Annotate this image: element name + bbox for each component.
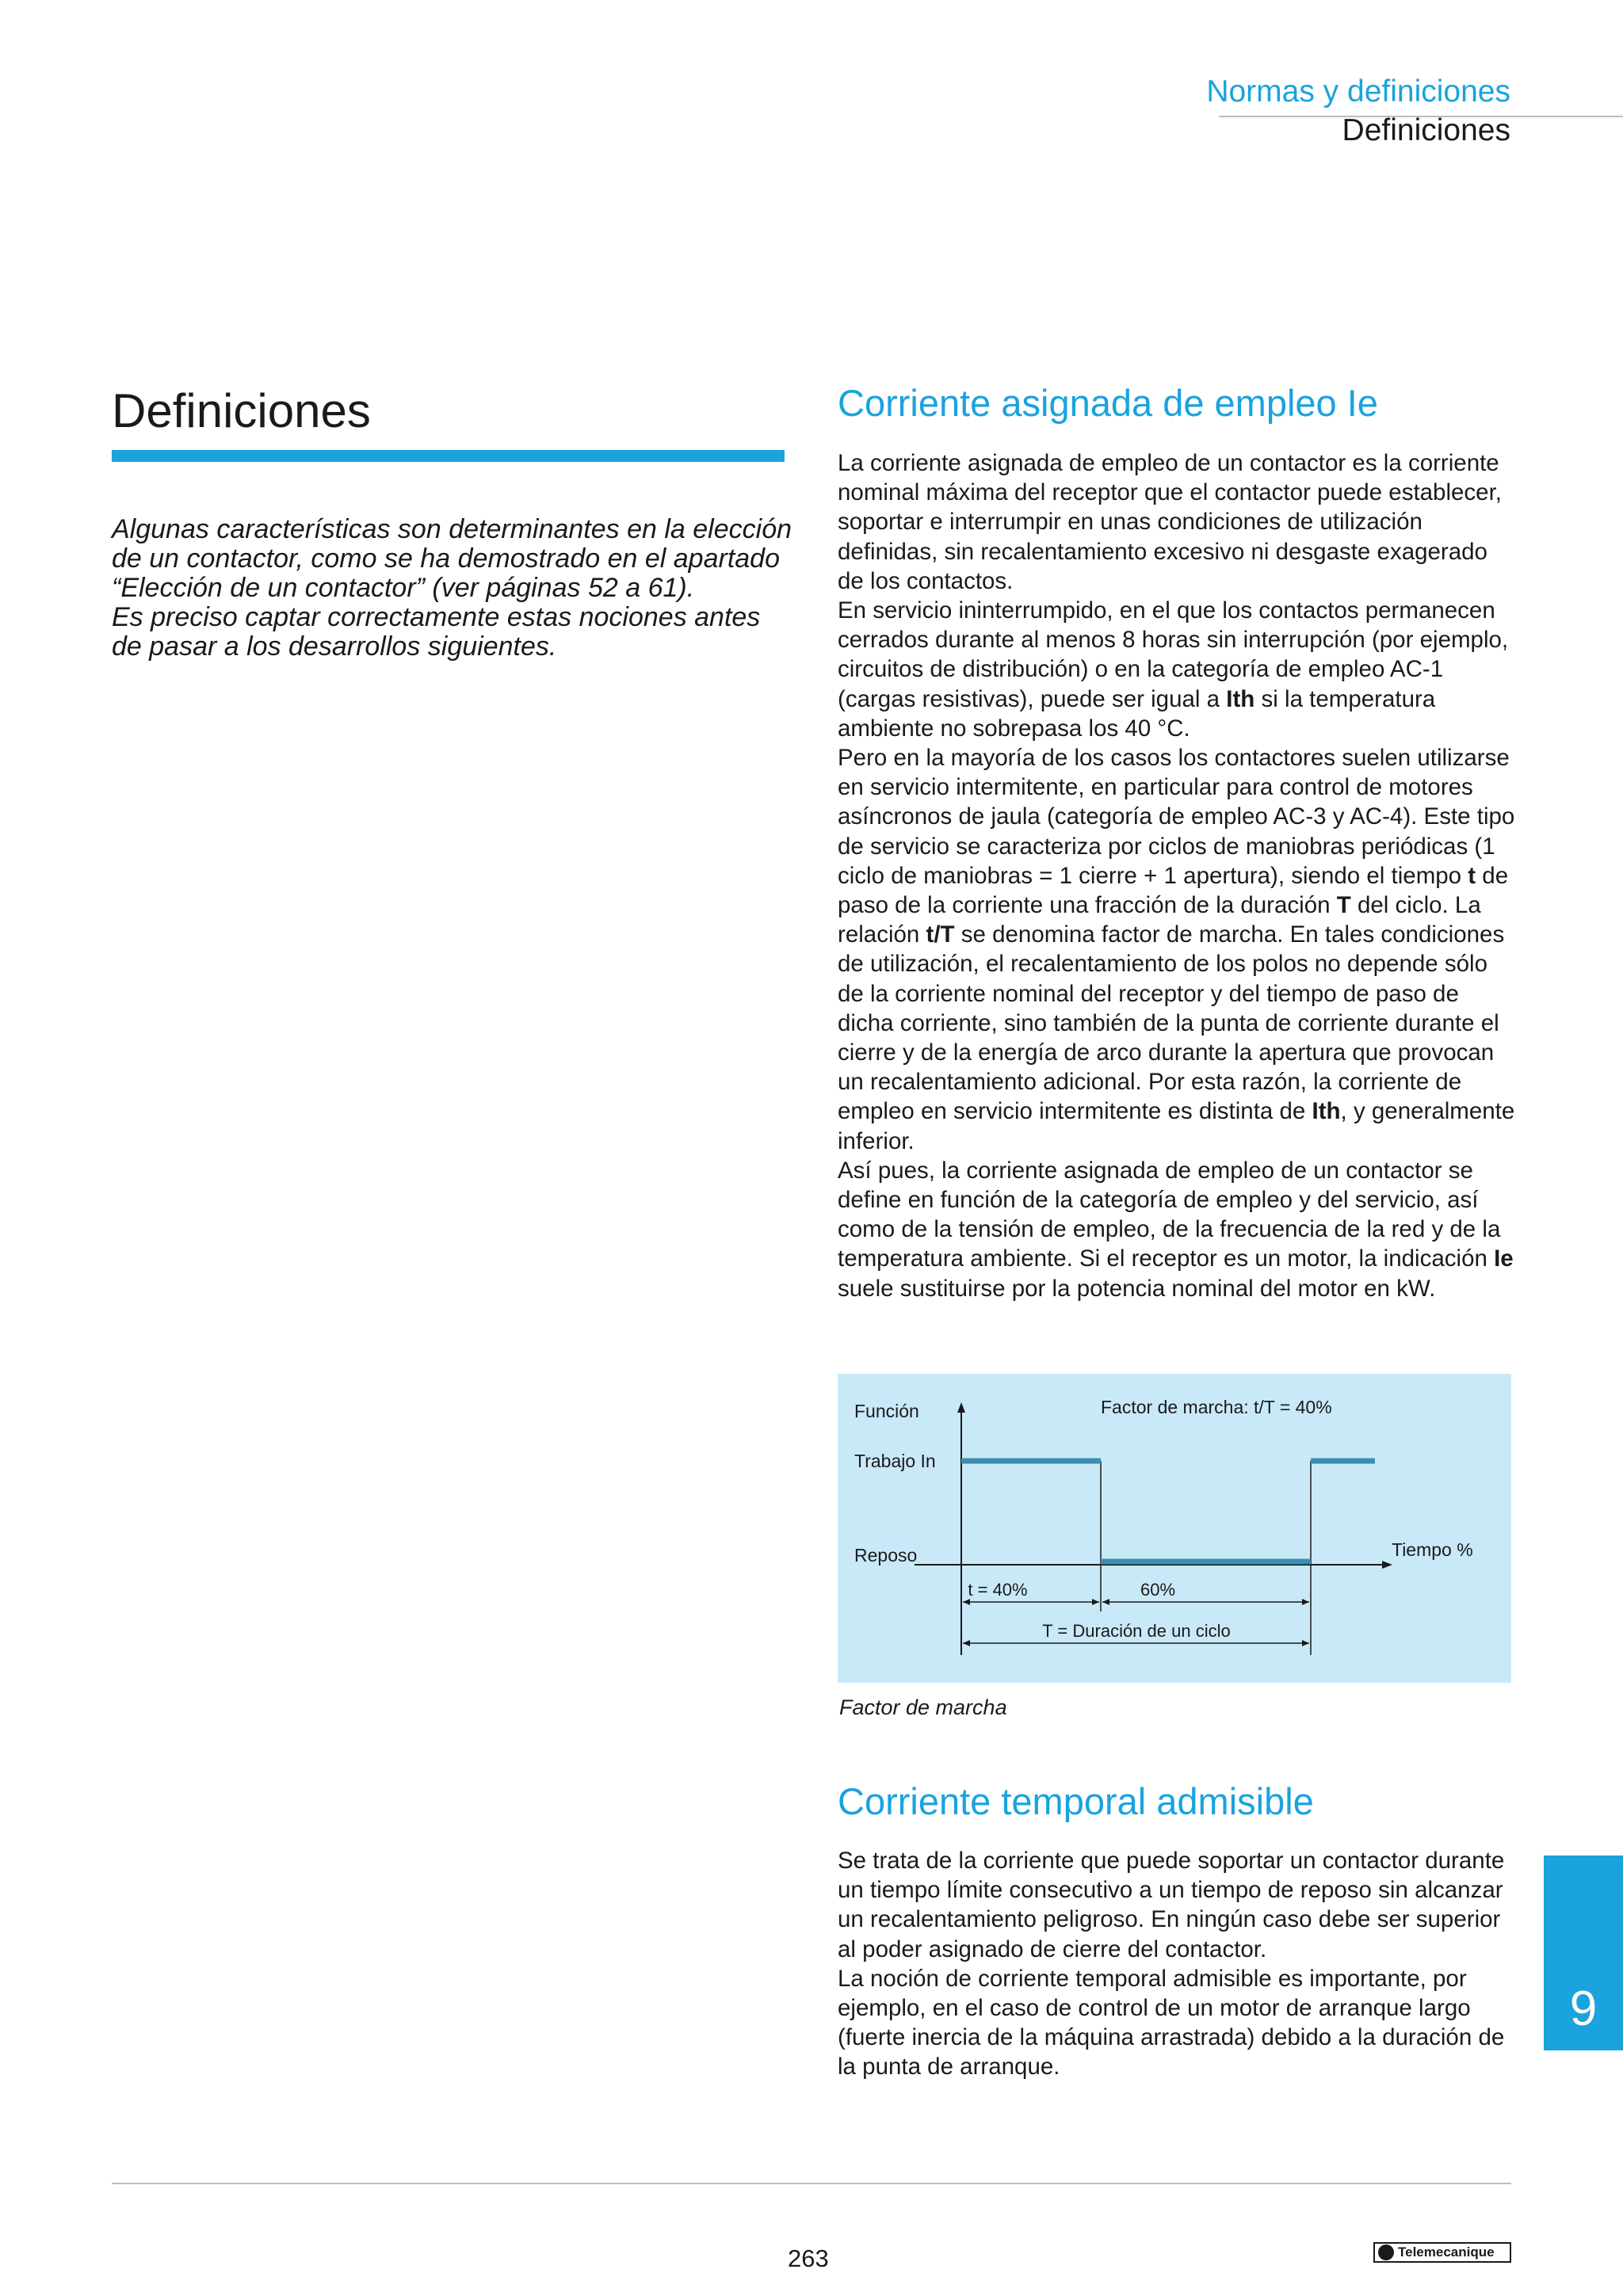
figure-caption: Factor de marcha <box>839 1695 1007 1719</box>
page-title: Definiciones <box>112 384 371 437</box>
logo-text: Telemecanique <box>1398 2245 1495 2260</box>
duty-cycle-diagram <box>838 1374 1511 1683</box>
paragraph: Así pues, la corriente asignada de empleo de un contactor se define en función de la categoría de empleo y del servicio, así como de la tensión de empleo, de la frecuencia de la red y de la temperatura ambiente. Si el receptor es un motor, la indicación Ie suele sustituirse por la potencia nominal del motor en kW. <box>838 1157 1514 1302</box>
label-factor: Factor de marcha: t/T = 40% <box>1101 1397 1332 1417</box>
intro-text <box>112 515 793 662</box>
paragraph: Se trata de la corriente que puede soportar un contactor durante un tiempo límite consecutivo a un tiempo de reposo sin alcanzar un recalentamiento peligroso. En ningún caso debe ser superior al poder asignado de cierre del contactor. <box>838 1848 1505 1962</box>
section-body-corriente-empleo <box>838 448 1519 1303</box>
intro-paragraph: Algunas características son determinantes en la elección de un contactor, como se ha demostrado en el apartado “Elección de un contactor” (ver páginas 52 a 61). <box>112 514 792 603</box>
paragraph: La corriente asignada de empleo de un contactor es la corriente nominal máxima del receptor que el contactor puede establecer, soportar e interrumpir en unas condiciones de utilización definidas, sin recalentamiento excesivo ni desgaste exagerado de los contactos. <box>838 450 1502 594</box>
chapter-number: 9 <box>1569 1981 1598 2036</box>
page-number: 263 <box>788 2245 829 2272</box>
header-section-title: Normas y definiciones <box>1206 74 1510 109</box>
section-title-corriente-temporal: Corriente temporal admisible <box>838 1780 1314 1822</box>
label-trabajo: Trabajo In <box>854 1451 936 1471</box>
section-title-corriente-empleo: Corriente asignada de empleo Ie <box>838 382 1378 424</box>
label-tiempo: Tiempo % <box>1392 1539 1473 1560</box>
label-60: 60% <box>1140 1580 1176 1600</box>
y-axis-arrow <box>957 1402 965 1413</box>
title-underline-bar <box>112 450 785 462</box>
paragraph: Pero en la mayoría de los casos los contactores suelen utilizarse en servicio intermitente, en particular para control de motores asíncronos de jaula (categoría de empleo AC-3 y AC-4). Este tipo de servicio se caracteriza por ciclos de maniobras periódicas (1 ciclo de maniobras = 1 cierre + 1 apertura), siendo el tiempo t de paso de la corriente una fracción de la duración T del ciclo. La relación t/T se denomina factor de marcha. En tales condiciones de utilización, el recalentamiento de los polos no depende sólo de la corriente nominal del receptor y del tiempo de paso de dicha corriente, sino también de la punta de corriente durante el cierre y de la energía de arco durante la apertura que provocan un recalentamiento adicional. Por esta razón, la corriente de empleo en servicio intermitente es distinta de Ith, y generalmente inferior. <box>838 745 1515 1154</box>
paragraph: La noción de corriente temporal admisible es importante, por ejemplo, en el caso de control de un motor de arranque largo (fuerte inercia de la máquina arrastrada) debido a la duración de la punta de arranque. <box>838 1965 1505 2081</box>
paragraph: En servicio ininterrumpido, en el que los contactos permanecen cerrados durante al menos 8 horas sin interrupción (por ejemplo, circuitos de distribución) o en la categoría de empleo AC-1 (cargas resistivas), puede ser igual a Ith si la temperatura ambiente no sobrepasa los 40 °C. <box>838 597 1509 742</box>
header-page-title: Definiciones <box>1342 113 1510 147</box>
label-cycle-duration: T = Duración de un ciclo <box>1042 1621 1231 1641</box>
label-funcion: Función <box>854 1401 919 1421</box>
section-body-corriente-temporal <box>838 1846 1519 2082</box>
intro-paragraph: Es preciso captar correctamente estas nociones antes de pasar a los desarrollos siguientes. <box>112 602 761 662</box>
telemecanique-logo <box>1373 2242 1511 2263</box>
label-t: t = 40% <box>968 1580 1028 1600</box>
logo-mark-icon <box>1378 2245 1394 2260</box>
x-axis-arrow <box>1382 1561 1392 1569</box>
label-reposo: Reposo <box>854 1545 918 1566</box>
footer-divider <box>112 2183 1511 2184</box>
